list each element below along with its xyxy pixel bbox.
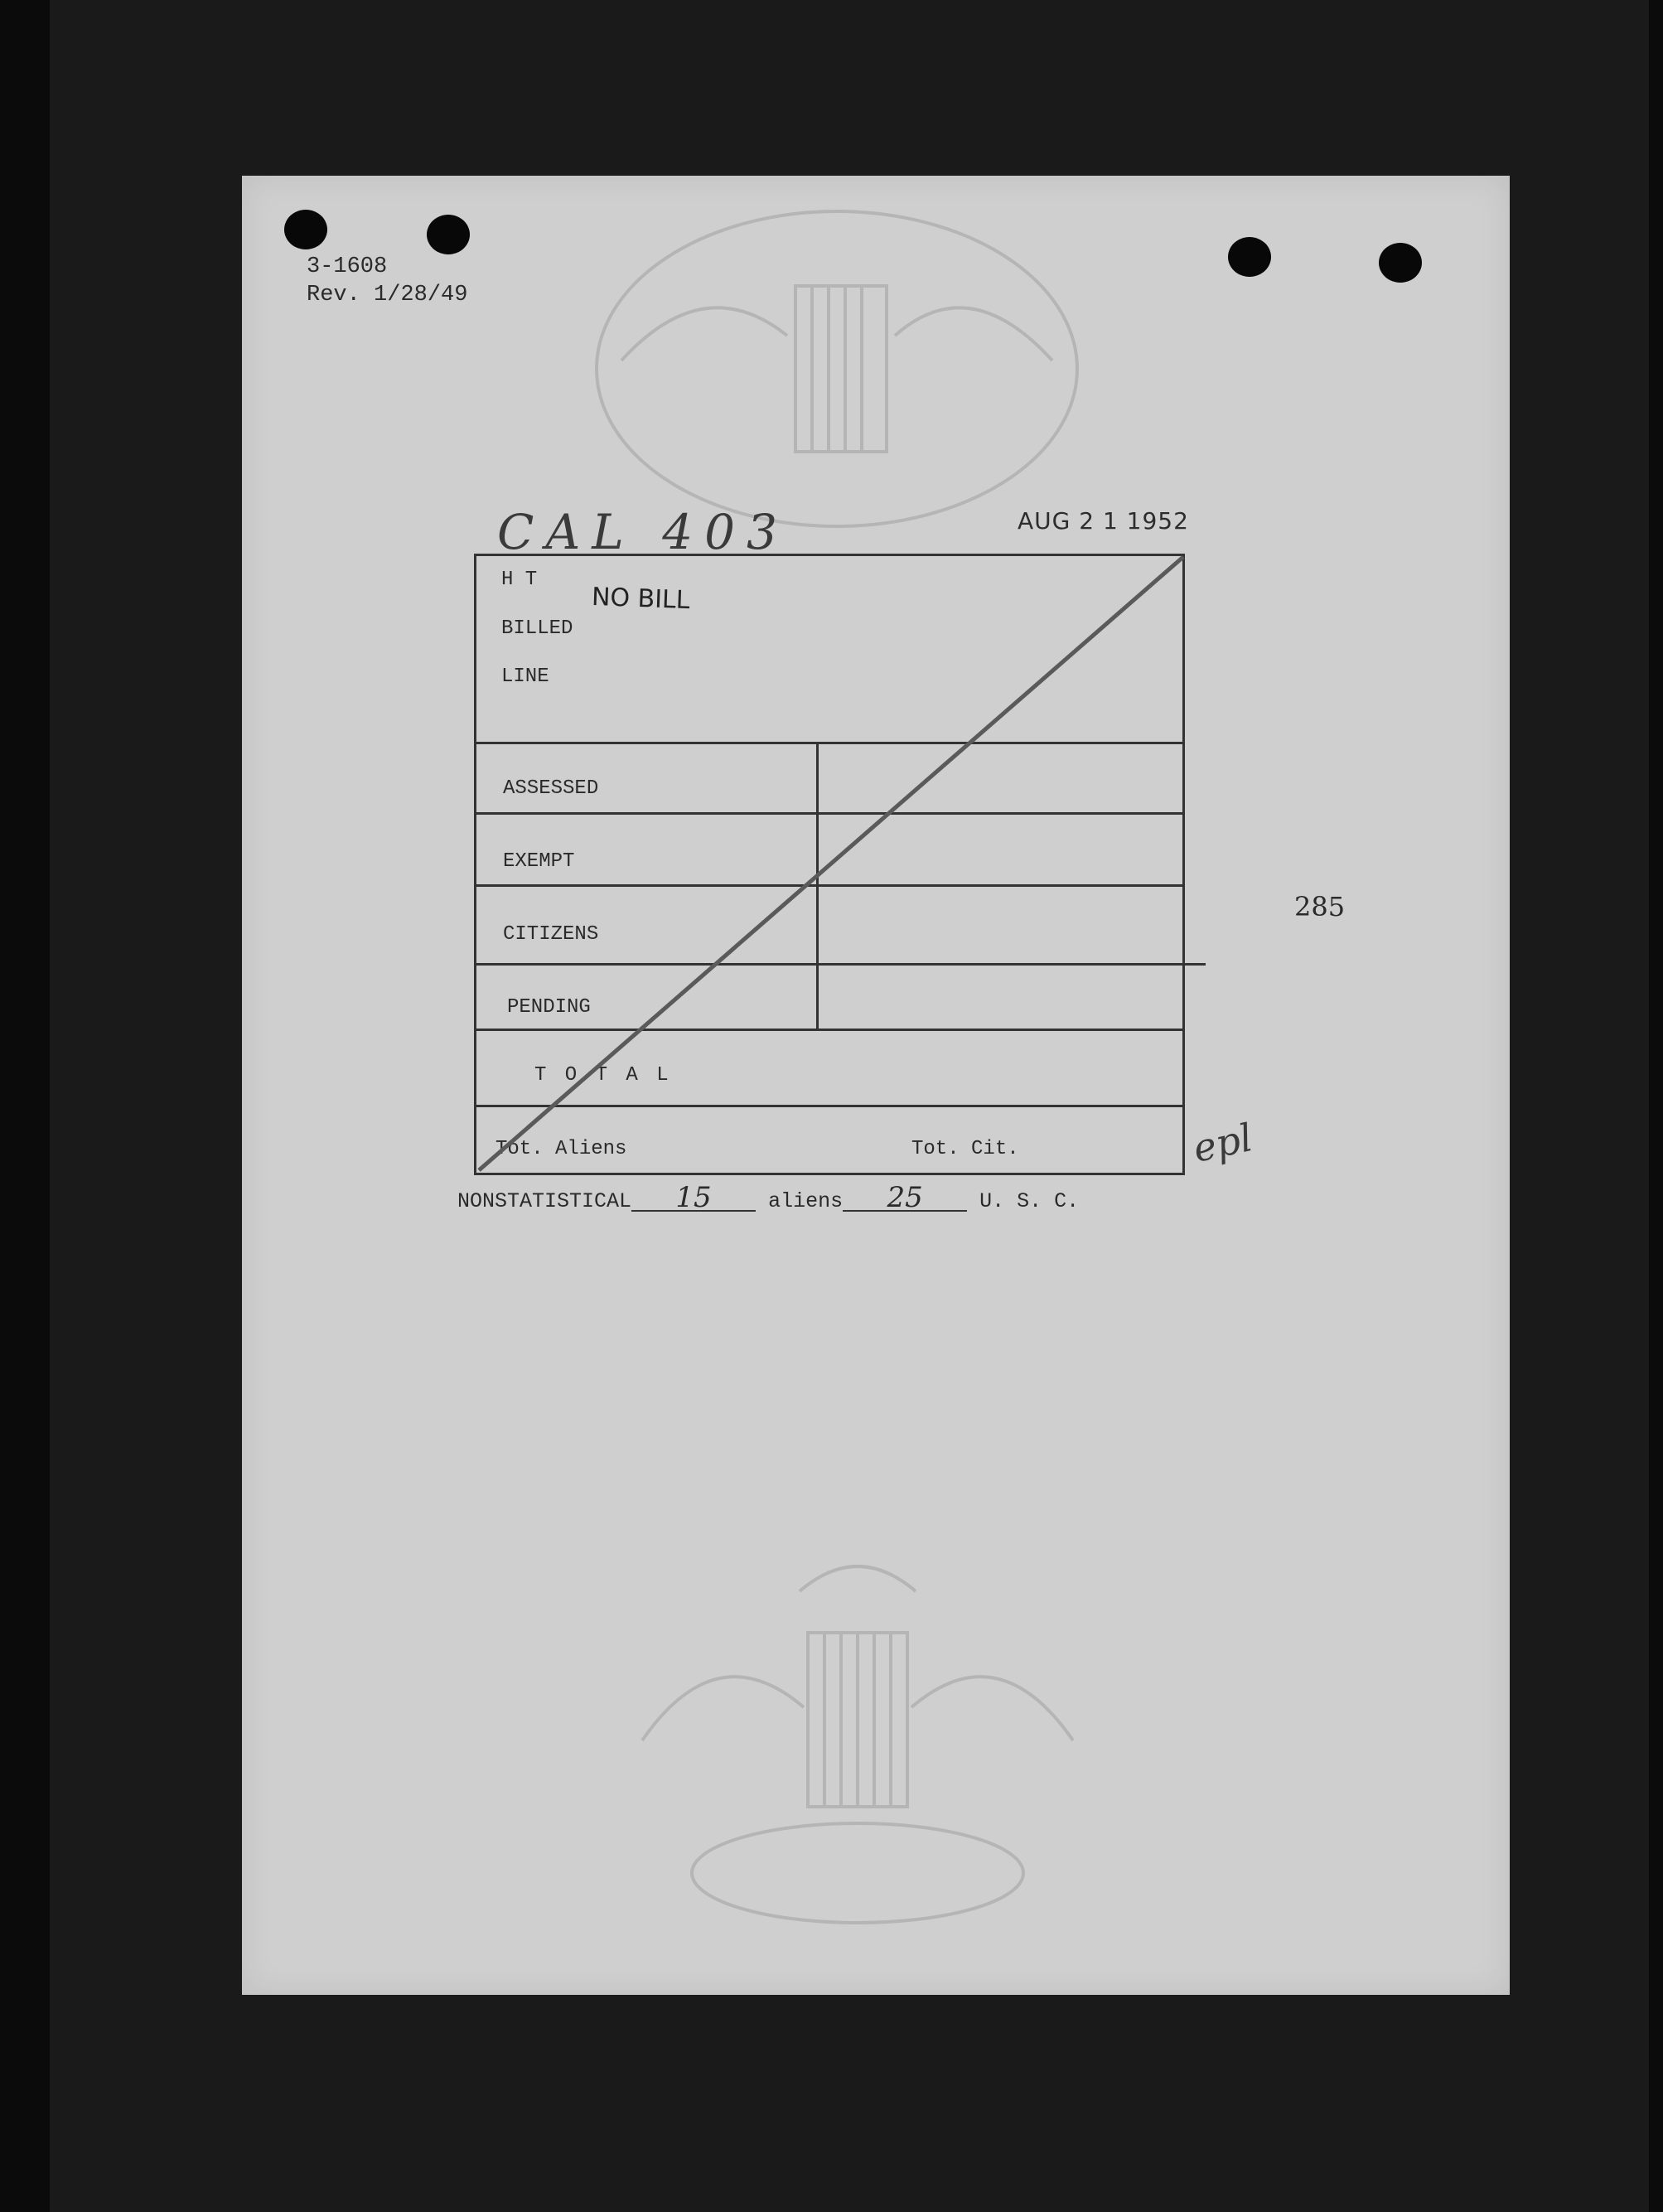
nonstatistical-line [457, 1181, 1080, 1214]
form-label-tot-aliens: Tot. Aliens [496, 1138, 627, 1160]
aliens-label: aliens [768, 1189, 844, 1213]
form-label-billed: BILLED [501, 617, 573, 640]
usc-count-field: 25 [843, 1185, 967, 1212]
nonstatistical-label: NONSTATISTICAL [457, 1189, 632, 1213]
form-label-line: LINE [501, 666, 549, 688]
form-label-pending: PENDING [507, 996, 591, 1019]
form-label-ht: H T [501, 569, 538, 591]
form-number: 3-1608 [307, 254, 388, 279]
page-number: 285 [1294, 891, 1346, 922]
handwritten-reference: CAL 403 [497, 504, 789, 560]
form-label-tot-cit: Tot. Cit. [911, 1138, 1019, 1160]
form-label-assessed: ASSESSED [503, 777, 599, 800]
handwritten-initials: epl [1189, 1115, 1257, 1171]
form-label-total: T O T A L [534, 1064, 672, 1087]
form-label-citizens: CITIZENS [503, 923, 599, 946]
no-bill-stamp: NO BILL [591, 582, 691, 616]
form-revision: Rev. 1/28/49 [307, 283, 468, 307]
usc-label: U. S. C. [979, 1189, 1080, 1213]
form-label-exempt: EXEMPT [503, 850, 575, 873]
aliens-count-field: 15 [631, 1185, 756, 1212]
date-stamp: AUG 2 1 1952 [1018, 507, 1189, 535]
